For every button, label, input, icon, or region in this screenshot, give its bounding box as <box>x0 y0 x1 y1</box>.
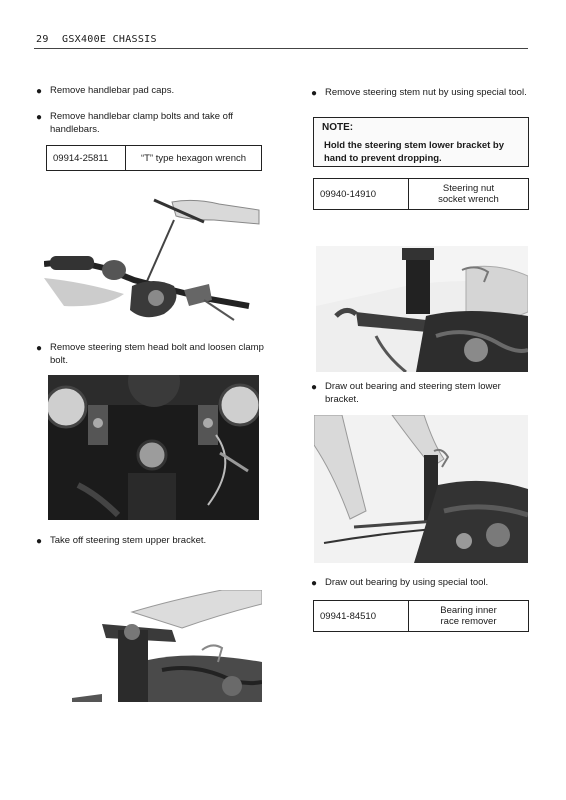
tool-box-bearing-race-remover <box>313 600 529 632</box>
section-title: GSX400E CHASSIS <box>62 34 157 45</box>
step-text: Remove handlebar pad caps. <box>50 85 175 96</box>
photo-steering-stem-head-bolt <box>48 375 259 520</box>
photo-upper-bracket-removal <box>72 590 262 702</box>
tool-box-hex-wrench <box>46 145 262 171</box>
note-box <box>313 117 529 167</box>
tool-name-line1: Steering nut <box>442 183 495 194</box>
tool-name-line2: socket wrench <box>438 194 499 205</box>
step-text: Remove handlebar clamp bolts and take off handlebars. <box>50 111 234 135</box>
note-title: NOTE: <box>322 122 354 133</box>
page-header <box>34 34 528 49</box>
tool-box-steering-nut-wrench <box>313 178 529 210</box>
tool-name-line2: race remover <box>440 616 497 627</box>
bullet-icon: ● <box>36 112 43 123</box>
tool-name-line1: Bearing inner <box>440 605 497 616</box>
tool-name <box>409 179 528 209</box>
step-text: Take off steering stem upper bracket. <box>50 535 207 546</box>
step-text: Draw out bearing by using special tool. <box>325 577 489 588</box>
step-draw-out-bearing <box>311 576 531 589</box>
step-text: Remove steering stem nut by using special tool. <box>325 87 527 98</box>
bullet-icon: ● <box>36 86 43 97</box>
step-take-off-upper-bracket <box>36 534 268 547</box>
lower-bracket-illustration <box>314 415 528 563</box>
step-remove-clamp-bolts <box>36 110 268 136</box>
page-number: 29 <box>36 34 49 45</box>
note-body: Hold the steering stem lower bracket by hand to prevent dropping. <box>324 140 505 164</box>
photo-lower-bracket-removal <box>314 415 528 563</box>
bullet-icon: ● <box>36 343 43 354</box>
step-text: Draw out bearing and steering stem lower bracket. <box>325 381 501 405</box>
bullet-icon: ● <box>311 88 318 99</box>
step-remove-pad-caps <box>36 84 268 97</box>
upper-bracket-illustration <box>48 375 259 520</box>
tool-name <box>409 601 528 631</box>
bullet-icon: ● <box>36 536 43 547</box>
tool-code: 09914-25811 <box>47 146 126 170</box>
bullet-icon: ● <box>311 382 318 393</box>
photo-handlebar-removal <box>44 190 266 332</box>
bracket-lift-illustration <box>72 590 262 702</box>
step-remove-stem-head-bolt <box>36 341 268 367</box>
step-draw-out-lower-bracket <box>311 380 531 406</box>
steering-nut-illustration <box>316 246 528 372</box>
tool-code: 09941-84510 <box>314 601 409 631</box>
bullet-icon: ● <box>311 578 318 589</box>
tool-name: “T” type hexagon wrench <box>140 152 247 164</box>
photo-steering-nut-removal <box>316 246 528 372</box>
handlebar-illustration <box>44 190 266 332</box>
step-text: Remove steering stem head bolt and loosen clamp bolt. <box>50 342 264 366</box>
step-remove-stem-nut <box>311 86 531 99</box>
tool-code: 09940-14910 <box>314 179 409 209</box>
